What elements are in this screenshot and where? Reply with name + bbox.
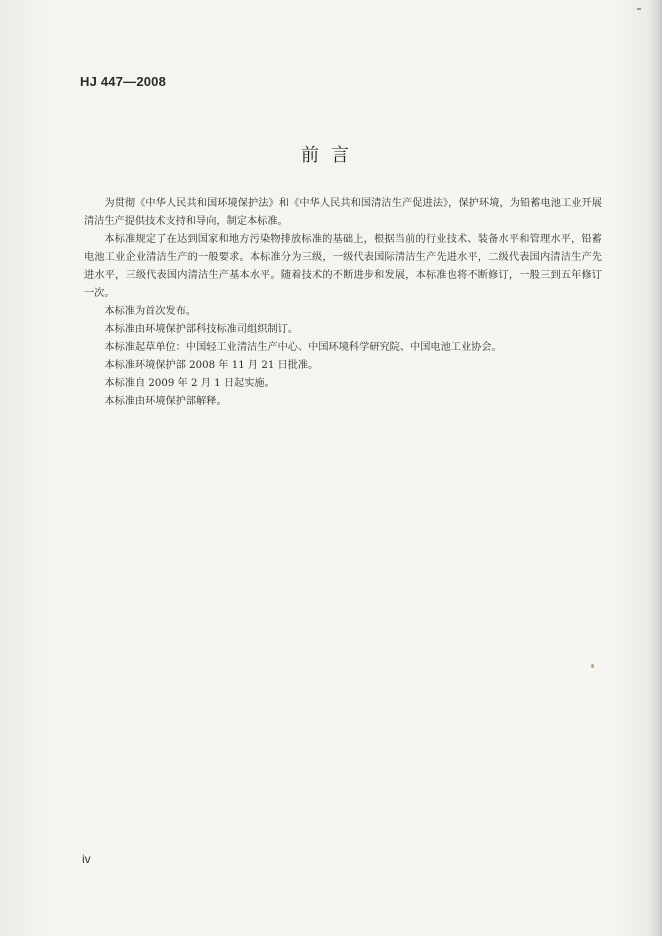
page-title: 前言 <box>301 145 361 166</box>
paragraph: 本标准为首次发布。 <box>104 306 197 317</box>
paragraph: 本标准环境保护部 2008 年 11 月 21 日批准。 <box>104 360 319 371</box>
scan-mark <box>637 8 641 10</box>
paragraph: 本标准自 2009 年 2 月 1 日起实施。 <box>104 378 275 389</box>
foreword-body <box>84 195 602 411</box>
paragraph: 本标准起草单位：中国轻工业清洁生产中心、中国环境科学研究院、中国电池工业协会。 <box>104 342 502 353</box>
standard-code: HJ 447—2008 <box>80 74 167 89</box>
paragraph: 本标准由环境保护部解释。 <box>104 396 227 407</box>
paragraph: 本标准由环境保护部科技标准司组织制订。 <box>104 324 298 335</box>
paragraph: 本标准规定了在达到国家和地方污染物排放标准的基础上，根据当前的行业技术、装备水平和管理水平，铅蓄电池工业企业清洁生产的一般要求。本标准分为三级，一级代表国际清洁生产先进水平，二级代表国内清洁生产先进水平，三级代表国内清洁生产基本水平。随着技术的不断进步和发展，本标准也将不断修订，一般三到五年修订一次。 <box>84 234 602 299</box>
scan-speck <box>591 664 594 668</box>
page-number: iv <box>82 852 91 866</box>
paragraph: 为贯彻《中华人民共和国环境保护法》和《中华人民共和国清洁生产促进法》，保护环境，为铅蓄电池工业开展清洁生产提供技术支持和导向，制定本标准。 <box>84 198 602 227</box>
